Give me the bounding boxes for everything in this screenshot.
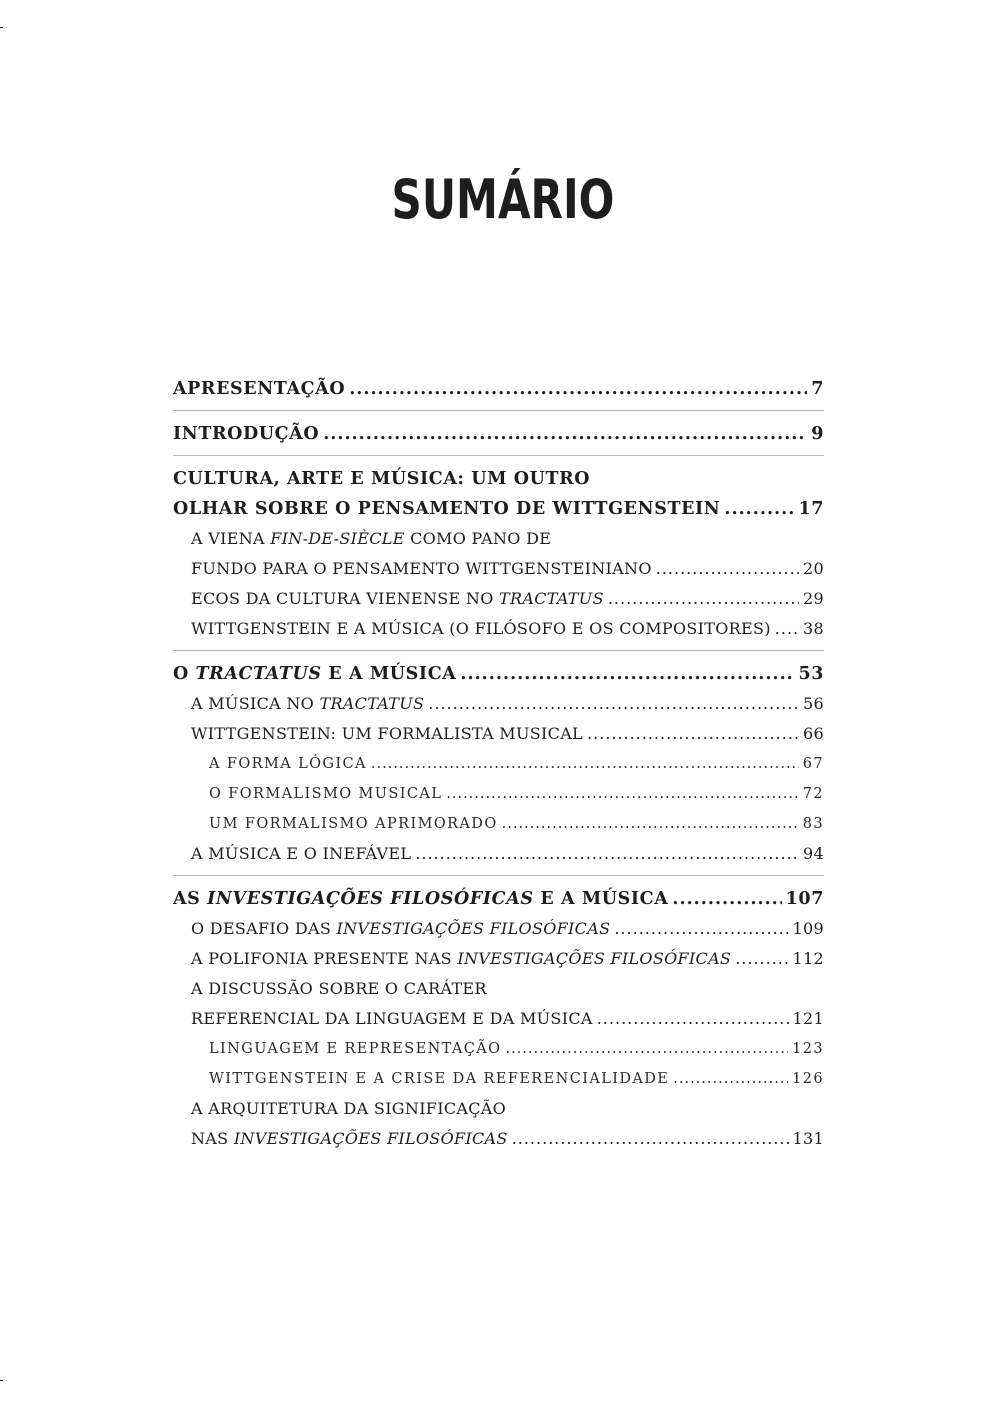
toc-page-number: 56: [803, 694, 824, 713]
toc-text-italic: INVESTIGAÇÕES FILOSÓFICAS: [457, 949, 732, 968]
toc-entry-label: [191, 944, 731, 974]
toc-entry-label: UM FORMALISMO APRIMORADO: [209, 816, 498, 832]
toc-entry-label: WITTGENSTEIN E A MÚSICA (O FILÓSOFO E OS COMPOSITORES): [191, 619, 771, 638]
toc-entry-label: LINGUAGEM E REPRESENTAÇÃO: [209, 1041, 502, 1057]
toc-subsubentry[interactable]: [173, 1034, 824, 1064]
toc-page-number: 94: [803, 844, 824, 863]
toc-entry-label: REFERENCIAL DA LINGUAGEM E DA MÚSICA: [191, 1009, 593, 1028]
toc-entry-label: [173, 659, 456, 689]
toc-page-number: 112: [792, 949, 824, 968]
toc-text-italic: FIN-DE-SIÈCLE: [270, 529, 405, 548]
dot-leader: [446, 779, 798, 809]
toc-entry-label: FUNDO PARA O PENSAMENTO WITTGENSTEINIANO: [191, 559, 652, 578]
toc-entry-label: WITTGENSTEIN E A CRISE DA REFERENCIALIDADE: [209, 1071, 670, 1087]
toc-entry-label: A FORMA LÓGICA: [209, 756, 367, 772]
toc-page-number: 20: [803, 559, 824, 578]
toc-subentry-line1[interactable]: [173, 524, 824, 554]
toc-text: AS: [173, 889, 208, 909]
toc-text: O: [173, 664, 196, 684]
toc-entry-label: [191, 914, 610, 944]
toc-subsubentry[interactable]: [173, 749, 824, 779]
dot-leader: [724, 494, 794, 524]
toc-text-italic: TRACTATUS: [499, 589, 604, 608]
toc-subentry[interactable]: [173, 1124, 824, 1154]
dot-leader: [502, 809, 799, 839]
dot-leader: [673, 1064, 788, 1094]
toc-subentry[interactable]: [173, 614, 824, 644]
toc-subsubentry[interactable]: [173, 779, 824, 809]
toc-page-number: 29: [803, 589, 824, 608]
toc-subentry[interactable]: [173, 584, 824, 614]
toc-subentry[interactable]: [173, 839, 824, 869]
toc-section-introducao: [173, 411, 824, 456]
toc-page-number: 7: [811, 379, 824, 399]
dot-leader: [672, 884, 781, 914]
toc-text: A POLIFONIA PRESENTE NAS: [191, 949, 458, 968]
toc-section-apresentacao: [173, 374, 824, 411]
toc-entry-label: [191, 1124, 508, 1154]
toc-entry[interactable]: [173, 374, 824, 404]
toc-text: ECOS DA CULTURA VIENENSE NO: [191, 589, 500, 608]
toc-subentry[interactable]: [173, 944, 824, 974]
dot-leader: [323, 419, 807, 449]
toc-text-italic: INVESTIGAÇÕES FILOSÓFICAS: [207, 889, 534, 909]
toc-text: A MÚSICA NO: [191, 694, 320, 713]
toc-entry[interactable]: [173, 494, 824, 524]
toc-page-number: 123: [792, 1041, 824, 1057]
dot-leader: [428, 689, 799, 719]
dot-leader: [735, 944, 788, 974]
toc-subentry-line1[interactable]: A ARQUITETURA DA SIGNIFICAÇÃO: [191, 1099, 507, 1118]
toc-text: COMO PANO DE: [404, 529, 552, 548]
toc-text: NAS: [191, 1129, 234, 1148]
toc-page-number: 38: [803, 619, 824, 638]
toc-text: E A MÚSICA: [533, 889, 669, 909]
toc-section-tractatus: [173, 651, 824, 876]
toc-entry-label: [173, 884, 668, 914]
toc-page-number: 131: [792, 1129, 824, 1148]
toc-page-number: 107: [785, 889, 824, 909]
toc-subentry[interactable]: [173, 1004, 824, 1034]
toc-text-italic: TRACTATUS: [195, 664, 322, 684]
toc-entry-label: WITTGENSTEIN: UM FORMALISTA MUSICAL: [191, 724, 583, 743]
toc-entry-label-line1[interactable]: CULTURA, ARTE E MÚSICA: UM OUTRO: [173, 469, 591, 489]
toc-text-italic: TRACTATUS: [319, 694, 425, 713]
dot-leader: [597, 1004, 789, 1034]
toc-page-number: 121: [792, 1009, 824, 1028]
dot-leader: [587, 719, 799, 749]
crop-mark: [0, 1380, 3, 1381]
toc-entry-label: APRESENTAÇÃO: [173, 379, 346, 399]
toc-entry-label: A MÚSICA E O INEFÁVEL: [191, 844, 412, 863]
toc-page-number: 9: [811, 424, 824, 444]
toc-page-number: 126: [792, 1071, 824, 1087]
toc-entry[interactable]: [173, 419, 824, 449]
toc-page-number: 67: [802, 756, 824, 772]
toc-entry-label: O FORMALISMO MUSICAL: [209, 786, 443, 802]
toc-subentry[interactable]: [173, 914, 824, 944]
toc-subentry[interactable]: [173, 689, 824, 719]
dot-leader: [614, 914, 788, 944]
toc-page-number: 83: [802, 816, 824, 832]
toc-subsubentry[interactable]: [173, 809, 824, 839]
toc-subentry-line1[interactable]: A DISCUSSÃO SOBRE O CARÁTER: [191, 979, 487, 998]
toc-entry[interactable]: [173, 884, 824, 914]
dot-leader: [656, 554, 799, 584]
toc-entry[interactable]: [173, 659, 824, 689]
dot-leader: [415, 839, 799, 869]
page-title: SUMÁRIO: [391, 168, 615, 231]
toc-text-italic: INVESTIGAÇÕES FILOSÓFICAS: [233, 1129, 508, 1148]
toc-text: E A MÚSICA: [321, 664, 457, 684]
toc-section-investigacoes: [173, 876, 824, 1160]
toc-subentry[interactable]: [173, 554, 824, 584]
toc-page-number: 72: [802, 786, 824, 802]
dot-leader: [460, 659, 794, 689]
toc-page-number: 66: [803, 724, 824, 743]
table-of-contents: [173, 374, 824, 1160]
dot-leader: [349, 374, 807, 404]
toc-subentry[interactable]: [173, 719, 824, 749]
dot-leader: [512, 1124, 789, 1154]
toc-text: A VIENA: [191, 529, 271, 548]
toc-entry-label: OLHAR SOBRE O PENSAMENTO DE WITTGENSTEIN: [173, 499, 721, 519]
toc-subsubentry[interactable]: [173, 1064, 824, 1094]
dot-leader: [371, 749, 799, 779]
toc-section-cultura: [173, 456, 824, 651]
toc-entry-label: [191, 584, 604, 614]
toc-page-number: 17: [798, 499, 824, 519]
dot-leader: [775, 614, 799, 644]
toc-text: O DESAFIO DAS: [191, 919, 337, 938]
toc-entry-label: INTRODUÇÃO: [173, 424, 320, 444]
toc-text-italic: INVESTIGAÇÕES FILOSÓFICAS: [336, 919, 611, 938]
toc-page-number: 53: [798, 664, 824, 684]
dot-leader: [608, 584, 799, 614]
crop-mark: [0, 27, 3, 28]
toc-entry-label: [191, 689, 424, 719]
dot-leader: [505, 1034, 788, 1064]
toc-page-number: 109: [792, 919, 824, 938]
